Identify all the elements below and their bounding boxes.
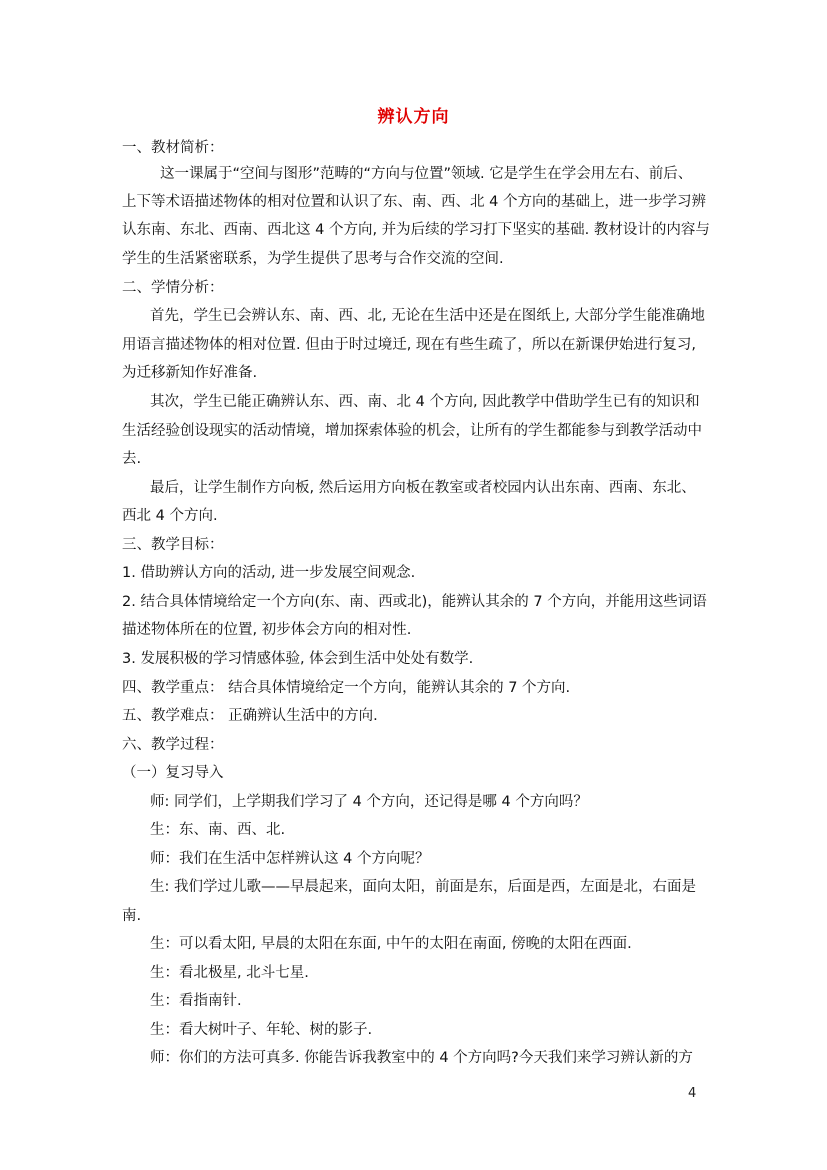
text-line: 最后，让学生制作方向板, 然后运用方向板在教室或者校园内认出东南、西南、东北、	[150, 480, 696, 496]
text-line: 2. 结合具体情境给定一个方向(东、南、西或北)，能辨认其余的 7 个方向，并能用这些词语	[122, 594, 707, 610]
text-line: 生：看指南针.	[150, 993, 242, 1009]
text-line: 用语言描述物体的相对位置. 但由于时过境迁, 现在有些生疏了，所以在新课伊始进行复习,	[122, 337, 697, 353]
text-line: 南.	[122, 908, 142, 924]
text-line: 学生的生活紧密联系，为学生提供了思考与合作交流的空间.	[122, 251, 504, 267]
text-line: 其次，学生已能正确辨认东、西、南、北 4 个方向, 因此教学中借助学生已有的知识和	[150, 394, 700, 410]
text-line: 生：看北极星, 北斗七星.	[150, 965, 309, 981]
text-line: 去.	[122, 451, 142, 467]
text-line: 四、教学重点： 结合具体情境给定一个方向，能辨认其余的 7 个方向.	[122, 680, 571, 696]
text-line: 师：我们在生活中怎样辨认这 4 个方向呢？	[150, 851, 430, 867]
text-line: 3. 发展积极的学习情感体验, 体会到生活中处处有数学.	[122, 651, 474, 667]
text-line: 生：可以看太阳, 早晨的太阳在东面, 中午的太阳在南面, 傍晚的太阳在西面.	[150, 936, 632, 952]
text-line: 生：东、南、西、北.	[150, 822, 286, 838]
text-line: 师: 同学们，上学期我们学习了 4 个方向，还记得是哪 4 个方向吗？	[150, 794, 588, 810]
text-line: （一）复习导入	[122, 765, 224, 781]
text-line: 生: 我们学过儿歌——早晨起来，面向太阳，前面是东，后面是西，左面是北，右面是	[150, 879, 696, 895]
text-line: 五、教学难点： 正确辨认生活中的方向.	[122, 708, 378, 724]
text-line: 为迁移新知作好准备.	[122, 365, 258, 381]
text-line: 这一课属于“空间与图形”范畴的“方向与位置”领域. 它是学生在学会用左右、前后、	[160, 166, 693, 182]
text-line: 一、教材简析：	[122, 140, 224, 156]
text-line: 师：你们的方法可真多. 你能告诉我教室中的 4 个方向吗?今天我们来学习辨认新的方	[150, 1050, 693, 1066]
text-line: 二、学情分析：	[122, 280, 224, 296]
text-line: 描述物体所在的位置, 初步体会方向的相对性.	[122, 622, 412, 638]
text-line: 西北 4 个方向.	[122, 508, 218, 524]
page-number: 4	[688, 1086, 697, 1101]
document-title: 辨认方向	[377, 107, 450, 127]
text-line: 1. 借助辨认方向的活动, 进一步发展空间观念.	[122, 565, 416, 581]
text-line: 认东南、东北、西南、西北这 4 个方向, 并为后续的学习打下坚实的基础. 教材设计的内容与	[122, 222, 710, 238]
text-line: 三、教学目标：	[122, 537, 224, 553]
text-line: 首先，学生已会辨认东、南、西、北, 无论在生活中还是在图纸上, 大部分学生能准确地	[150, 308, 705, 324]
text-line: 生：看大树叶子、年轮、树的影子.	[150, 1022, 373, 1038]
text-line: 上下等术语描述物体的相对位置和认识了东、南、西、北 4 个方向的基础上，进一步学习辨	[122, 194, 706, 210]
text-line: 生活经验创设现实的活动情境，增加探索体验的机会，让所有的学生都能参与到教学活动中	[122, 423, 702, 439]
text-line: 六、教学过程：	[122, 737, 224, 753]
